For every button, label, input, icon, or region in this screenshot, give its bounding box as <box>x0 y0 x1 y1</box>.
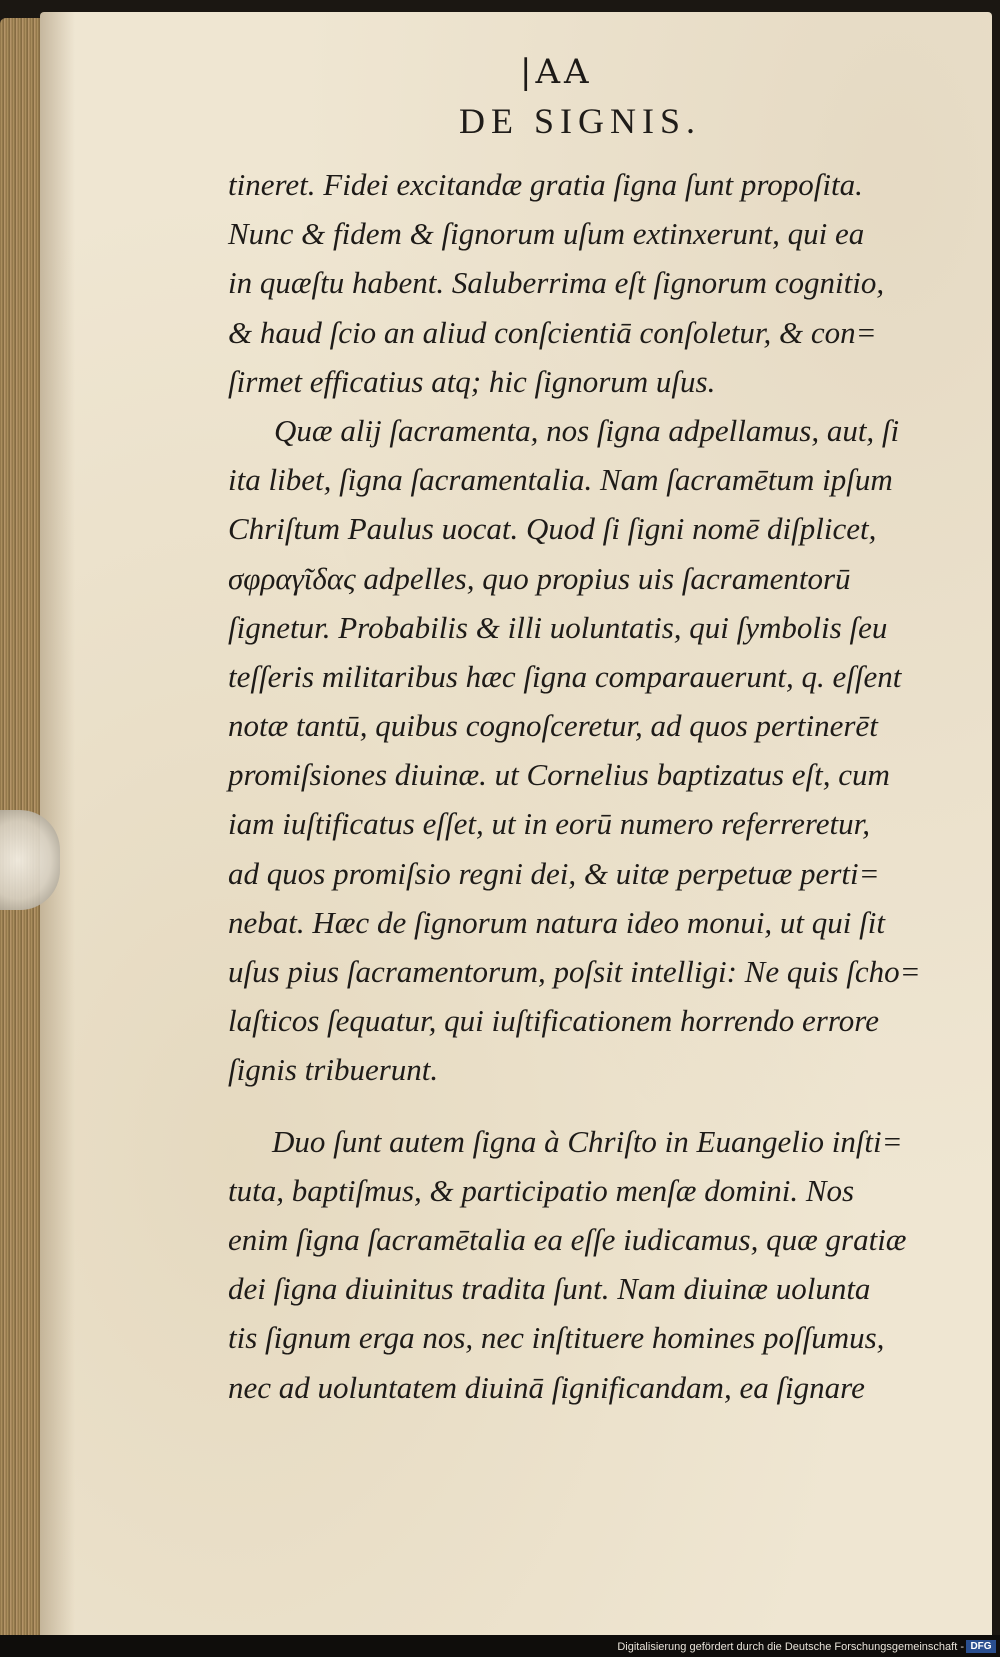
text-line: in quæſtu habent. Saluberrima eſt ſignorum cognitio, <box>228 265 885 301</box>
text-line: σφραγῖδας adpelles, quo propius uis ſacramentorū <box>228 560 851 596</box>
text-line: ad quos promiſsio regni dei, & uitæ perpetuæ perti= <box>228 855 880 891</box>
text-line: notæ tantū, quibus cognoſceretur, ad quos pertinerēt <box>228 708 878 744</box>
text-line: Nunc & fidem & ſignorum uſum extinxerunt, qui ea <box>228 216 865 252</box>
text-line: ſignis tribuerunt. <box>228 1052 439 1088</box>
text-line: uſus pius ſacramentorum, poſsit intelligi: Ne quis ſcho= <box>228 954 921 989</box>
text-line: enim ſigna ſacramētalia ea eſſe iudicamus, quæ gratiæ <box>228 1221 907 1257</box>
page-clip <box>0 810 60 910</box>
text-line: nebat. Hæc de ſignorum natura ideo monui, ut qui ſit <box>228 904 885 940</box>
text-line: promiſsiones diuinæ. ut Cornelius baptizatus eſt, cum <box>228 757 890 793</box>
text-line: Duo ſunt autem ſigna à Chriſto in Euangelio inſti= <box>272 1123 903 1159</box>
paragraph-gap <box>228 1095 948 1117</box>
text-line: & haud ſcio an aliud conſcientiā conſoletur, & con= <box>228 314 877 350</box>
text-line: iam iuſtificatus eſſet, ut in eorū numero referreretur, <box>228 806 871 842</box>
text-line: tis ſignum erga nos, nec inſtituere homines poſſumus, <box>228 1320 885 1356</box>
folio-mark: |AA <box>520 52 593 92</box>
text-line: Quæ alij ſacramenta, nos ſigna adpellamus, aut, ſi <box>274 412 900 448</box>
dfg-logo: DFG <box>966 1640 996 1653</box>
body-text <box>228 160 948 1412</box>
digitization-credit: Digitalisierung gefördert durch die Deutsche Forschungsgemeinschaft - <box>617 1641 964 1653</box>
text-line: Chriſtum Paulus uocat. Quod ſi ſigni nomē diſplicet, <box>228 511 877 547</box>
text-line: ſirmet efficatius atq; hic ſignorum uſus. <box>228 363 716 399</box>
text-line: tuta, baptiſmus, & participatio menſæ domini. Nos <box>228 1172 855 1208</box>
text-line: teſſeris militaribus hæc ſigna comparauerunt, q. eſſent <box>228 658 902 694</box>
text-line: nec ad uoluntatem diuinā ſignificandam, ea ſignare <box>228 1369 865 1405</box>
text-line: dei ſigna diuinitus tradita ſunt. Nam diuinæ uolunta <box>228 1271 871 1307</box>
text-line: laſticos ſequatur, qui iuſtificationem horrendo errore <box>228 1003 879 1039</box>
text-line: ſignetur. Probabilis & illi uoluntatis, qui ſymbolis ſeu <box>228 609 888 645</box>
text-line: ita libet, ſigna ſacramentalia. Nam ſacramētum ipſum <box>228 462 893 498</box>
running-head: DE SIGNIS. <box>458 101 701 141</box>
text-line: tineret. Fidei excitandæ gratia ſigna ſunt propoſita. <box>228 167 863 202</box>
